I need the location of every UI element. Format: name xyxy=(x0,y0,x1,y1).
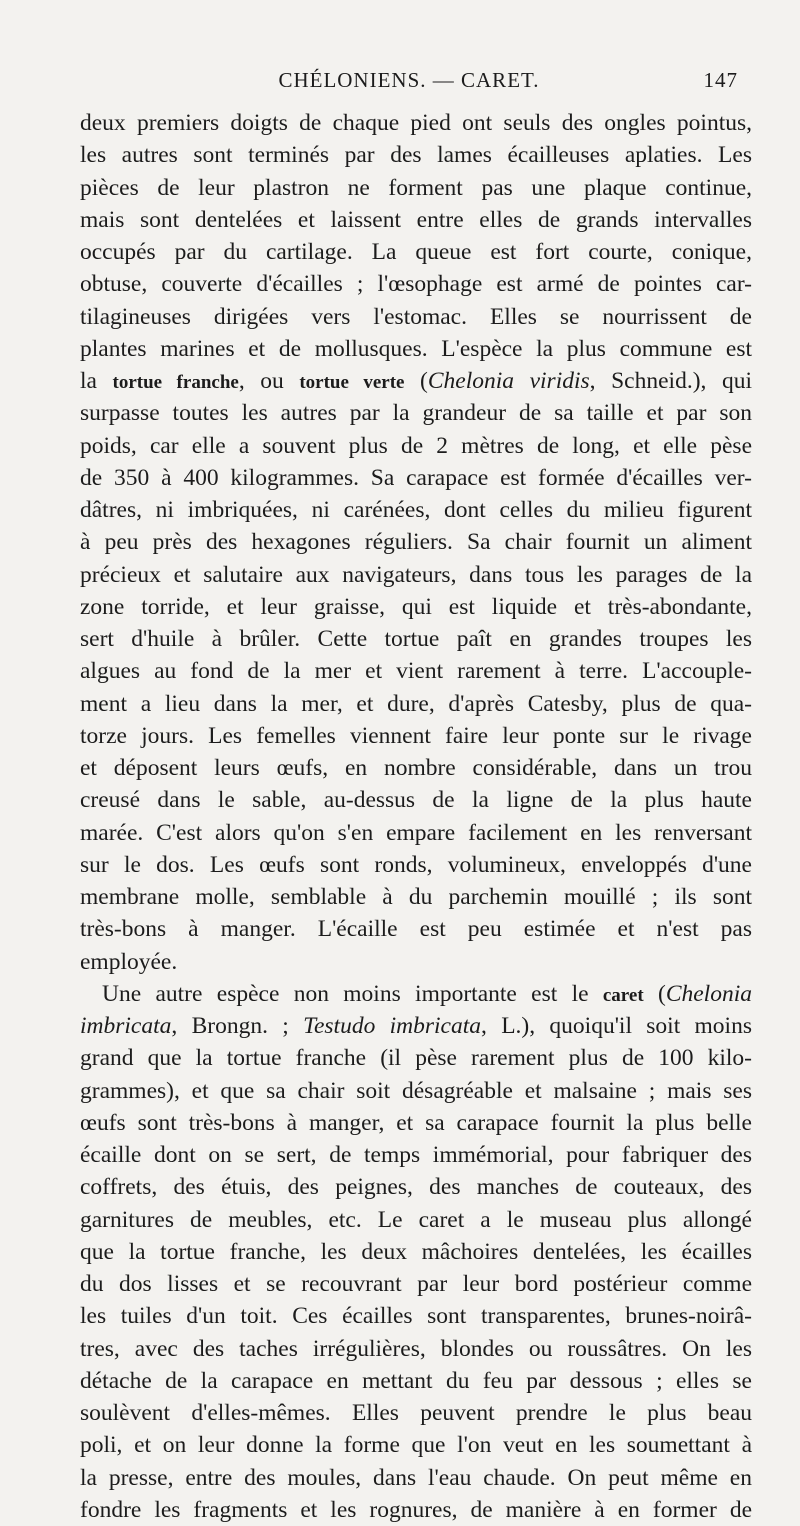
text-line: ment a lieu dans la mer, et dure, d'après Catesby, plus de qua- xyxy=(80,690,752,717)
text-line: poids, car elle a souvent plus de 2 mètres de long, et elle pèse xyxy=(80,432,752,459)
latin-name: Chelonia xyxy=(665,980,752,1007)
latin-name: Testudo imbricata xyxy=(303,1013,482,1039)
species-name-bold: caret xyxy=(602,984,644,1006)
text-line: grand que la tortue franche (il pèse rarement plus de 100 kilo- xyxy=(80,1045,752,1072)
text-line: dâtres, ni imbriquées, ni carénées, dont celles du milieu figurent xyxy=(80,497,752,523)
text-line: soulèvent d'elles-mêmes. Elles peuvent prendre le plus beau xyxy=(80,1400,752,1426)
text-segment: ( xyxy=(643,980,666,1007)
text-line xyxy=(80,365,752,397)
text-line: plantes marines et de mollusques. L'espèce la plus commune est xyxy=(80,335,752,362)
text-segment: la xyxy=(80,368,113,394)
text-line: fondre les fragments et les rognures, de manière à en former de xyxy=(80,1496,752,1523)
page-header xyxy=(80,68,738,98)
text-line xyxy=(80,1010,752,1042)
species-name-bold: tortue verte xyxy=(299,372,405,393)
text-segment: , Brongn. ; xyxy=(171,1013,304,1039)
text-line: coffrets, des étuis, des peignes, des manches de couteaux, des xyxy=(80,1174,752,1201)
text-line: poli, et on leur donne la forme que l'on veut en les soumettant à xyxy=(80,1432,752,1459)
species-name-bold: tortue franche xyxy=(112,372,239,393)
text-line: zone torride, et leur graisse, qui est liquide et très-abondante, xyxy=(80,593,752,620)
text-line: employée. xyxy=(80,948,178,975)
text-line: obtuse, couverte d'écailles ; l'œsophage est armé de pointes car- xyxy=(80,271,752,298)
text-line: marée. C'est alors qu'on s'en empare facilement en les renversant xyxy=(80,819,752,846)
text-segment: ( xyxy=(404,368,428,394)
page-number: 147 xyxy=(703,68,738,92)
text-line: grammes), et que sa chair soit désagréable et malsaine ; mais ses xyxy=(80,1077,752,1104)
text-line: tres, avec des taches irrégulières, blondes ou roussâtres. On les xyxy=(80,1335,752,1362)
text-line: algues au fond de la mer et vient rarement à terre. L'accouple- xyxy=(80,658,752,685)
text-line: très-bons à manger. L'écaille est peu estimée et n'est pas xyxy=(80,916,752,943)
text-line: creusé dans le sable, au-dessus de la ligne de la plus haute xyxy=(80,787,752,814)
text-line: et déposent leurs œufs, en nombre considérable, dans un trou xyxy=(80,755,752,781)
text-line: sert d'huile à brûler. Cette tortue paît en grandes troupes les xyxy=(80,626,752,652)
text-line: que la tortue franche, les deux mâchoires dentelées, les écailles xyxy=(80,1238,752,1265)
text-line: sur le dos. Les œufs sont ronds, volumineux, enveloppés d'une xyxy=(80,851,752,878)
text-segment: Une autre espèce non moins importante est le xyxy=(102,980,603,1007)
text-segment: , Schneid.), qui xyxy=(589,368,752,394)
text-line: du dos lisses et se recouvrant par leur bord postérieur comme xyxy=(80,1271,752,1297)
text-line: détache de la carapace en mettant du feu par dessous ; elles se xyxy=(80,1367,752,1394)
latin-name: Chelonia viridis xyxy=(427,368,590,394)
text-line: garnitures de meubles, etc. Le caret a le museau plus allongé xyxy=(80,1206,752,1233)
text-line: surpasse toutes les autres par la grandeur de sa taille et par son xyxy=(80,400,752,427)
text-line: occupés par du cartilage. La queue est fort courte, conique, xyxy=(80,239,752,265)
text-segment: , L.), quoiqu'il soit moins xyxy=(481,1013,752,1039)
text-segment: , ou xyxy=(238,368,300,394)
text-line: tilagineuses dirigées vers l'estomac. Elles se nourrissent de xyxy=(80,303,752,330)
text-line: la presse, entre des moules, dans l'eau chaude. On peut même en xyxy=(80,1464,752,1491)
running-title: CHÉLONIENS. — CARET. xyxy=(278,68,540,92)
text-line: deux premiers doigts de chaque pied ont seuls des ongles pointus, xyxy=(80,110,752,136)
latin-name: imbricata xyxy=(80,1013,172,1039)
text-line: précieux et salutaire aux navigateurs, dans tous les parages de la xyxy=(80,561,752,588)
text-line: les tuiles d'un toit. Ces écailles sont transparentes, brunes-noirâ- xyxy=(80,1303,752,1330)
text-line: œufs sont très-bons à manger, et sa carapace fournit la plus belle xyxy=(80,1109,752,1136)
text-line: torze jours. Les femelles viennent faire leur ponte sur le rivage xyxy=(80,722,752,749)
text-line: écaille dont on se sert, de temps immémorial, pour fabriquer des xyxy=(80,1142,752,1168)
text-line: les autres sont terminés par des lames écailleuses aplaties. Les xyxy=(80,142,752,169)
text-line: pièces de leur plastron ne forment pas une plaque continue, xyxy=(80,174,752,201)
text-line: mais sont dentelées et laissent entre elles de grands intervalles xyxy=(80,206,752,233)
text-line: membrane molle, semblable à du parchemin mouillé ; ils sont xyxy=(80,884,752,910)
text-line xyxy=(80,978,752,1010)
body-text xyxy=(80,107,752,1526)
text-line: à peu près des hexagones réguliers. Sa chair fournit un aliment xyxy=(80,529,752,556)
text-line: de 350 à 400 kilogrammes. Sa carapace est formée d'écailles ver- xyxy=(80,464,752,491)
